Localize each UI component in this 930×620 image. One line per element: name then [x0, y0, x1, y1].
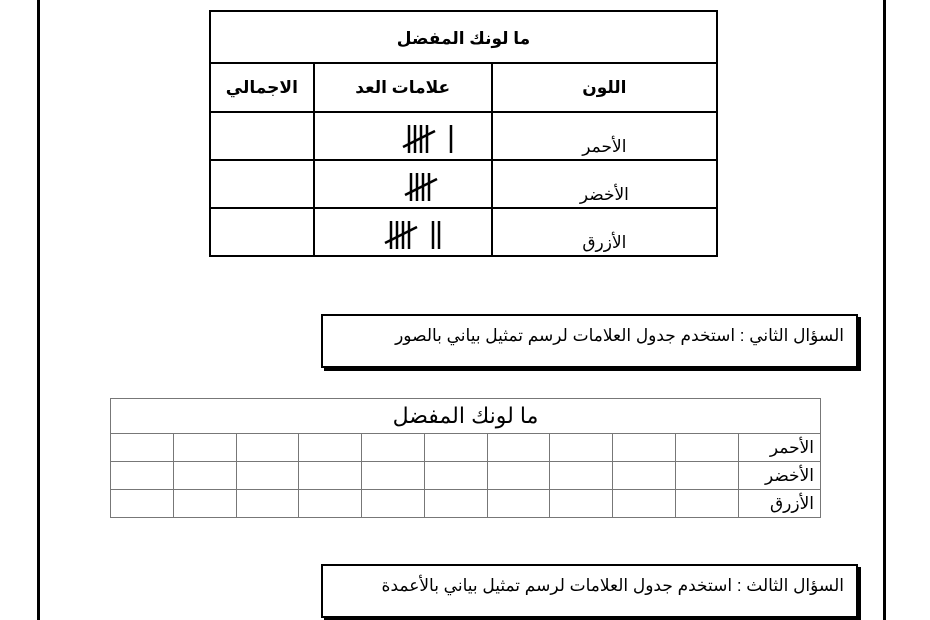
graph-cell[interactable] — [362, 434, 425, 462]
graph-cell[interactable] — [613, 434, 676, 462]
tally-cell — [314, 112, 492, 160]
graph-cell[interactable] — [111, 434, 174, 462]
graph-cell[interactable] — [487, 434, 550, 462]
graph-cell[interactable] — [487, 490, 550, 518]
total-cell-blue[interactable] — [210, 208, 314, 256]
graph-row-label-green: الأخضر — [738, 462, 820, 490]
graph-cell[interactable] — [362, 462, 425, 490]
tally-marks-green — [315, 161, 491, 207]
graph-row-label-blue: الأزرق — [738, 490, 820, 518]
tally-cell — [314, 208, 492, 256]
picture-graph-grid — [110, 398, 821, 518]
graph-cell[interactable] — [111, 462, 174, 490]
graph-cell[interactable] — [613, 490, 676, 518]
page-border-right — [883, 0, 886, 620]
graph-cell[interactable] — [424, 462, 487, 490]
tally-table — [209, 10, 718, 257]
table-row — [111, 462, 821, 490]
graph-cell[interactable] — [236, 434, 299, 462]
graph-cell[interactable] — [236, 490, 299, 518]
header-tally: علامات العد — [314, 63, 492, 112]
total-cell-red[interactable] — [210, 112, 314, 160]
table-row — [210, 208, 717, 256]
question-two-box — [321, 314, 858, 368]
color-label-red: الأحمر — [582, 137, 627, 156]
color-label-blue: الأزرق — [582, 233, 627, 252]
header-total: الاجمالي — [210, 63, 314, 112]
tally-marks-red — [315, 113, 491, 159]
table-row — [111, 434, 821, 462]
graph-cell[interactable] — [299, 490, 362, 518]
graph-cell[interactable] — [675, 462, 738, 490]
graph-cell[interactable] — [299, 462, 362, 490]
graph-cell[interactable] — [424, 434, 487, 462]
graph-cell[interactable] — [424, 490, 487, 518]
graph-cell[interactable] — [675, 490, 738, 518]
graph-row-label-red: الأحمر — [738, 434, 820, 462]
graph-cell[interactable] — [362, 490, 425, 518]
graph-cell[interactable] — [236, 462, 299, 490]
tally-table-title: ما لونك المفضل — [210, 11, 717, 63]
graph-cell[interactable] — [299, 434, 362, 462]
graph-cell[interactable] — [550, 462, 613, 490]
graph-cell[interactable] — [675, 434, 738, 462]
table-row — [210, 160, 717, 208]
graph-cell[interactable] — [550, 490, 613, 518]
table-row — [111, 490, 821, 518]
graph-cell[interactable] — [173, 434, 236, 462]
color-cell — [492, 208, 717, 256]
table-row — [210, 112, 717, 160]
graph-cell[interactable] — [173, 490, 236, 518]
question-two-text: السؤال الثاني : استخدم جدول العلامات لرسم تمثيل بياني بالصور — [395, 326, 844, 345]
graph-cell[interactable] — [111, 490, 174, 518]
tally-cell — [314, 160, 492, 208]
question-three-box — [321, 564, 858, 618]
graph-cell[interactable] — [550, 434, 613, 462]
page-border-left — [37, 0, 40, 620]
graph-cell[interactable] — [173, 462, 236, 490]
question-three-text: السؤال الثالث : استخدم جدول العلامات لرسم تمثيل بياني بالأعمدة — [381, 576, 844, 595]
color-cell — [492, 160, 717, 208]
color-cell — [492, 112, 717, 160]
graph-cell[interactable] — [613, 462, 676, 490]
header-color: اللون — [492, 63, 717, 112]
graph-cell[interactable] — [487, 462, 550, 490]
color-label-green: الأخضر — [579, 185, 629, 204]
picture-graph-title: ما لونك المفضل — [111, 399, 821, 434]
total-cell-green[interactable] — [210, 160, 314, 208]
tally-marks-blue — [315, 209, 491, 255]
